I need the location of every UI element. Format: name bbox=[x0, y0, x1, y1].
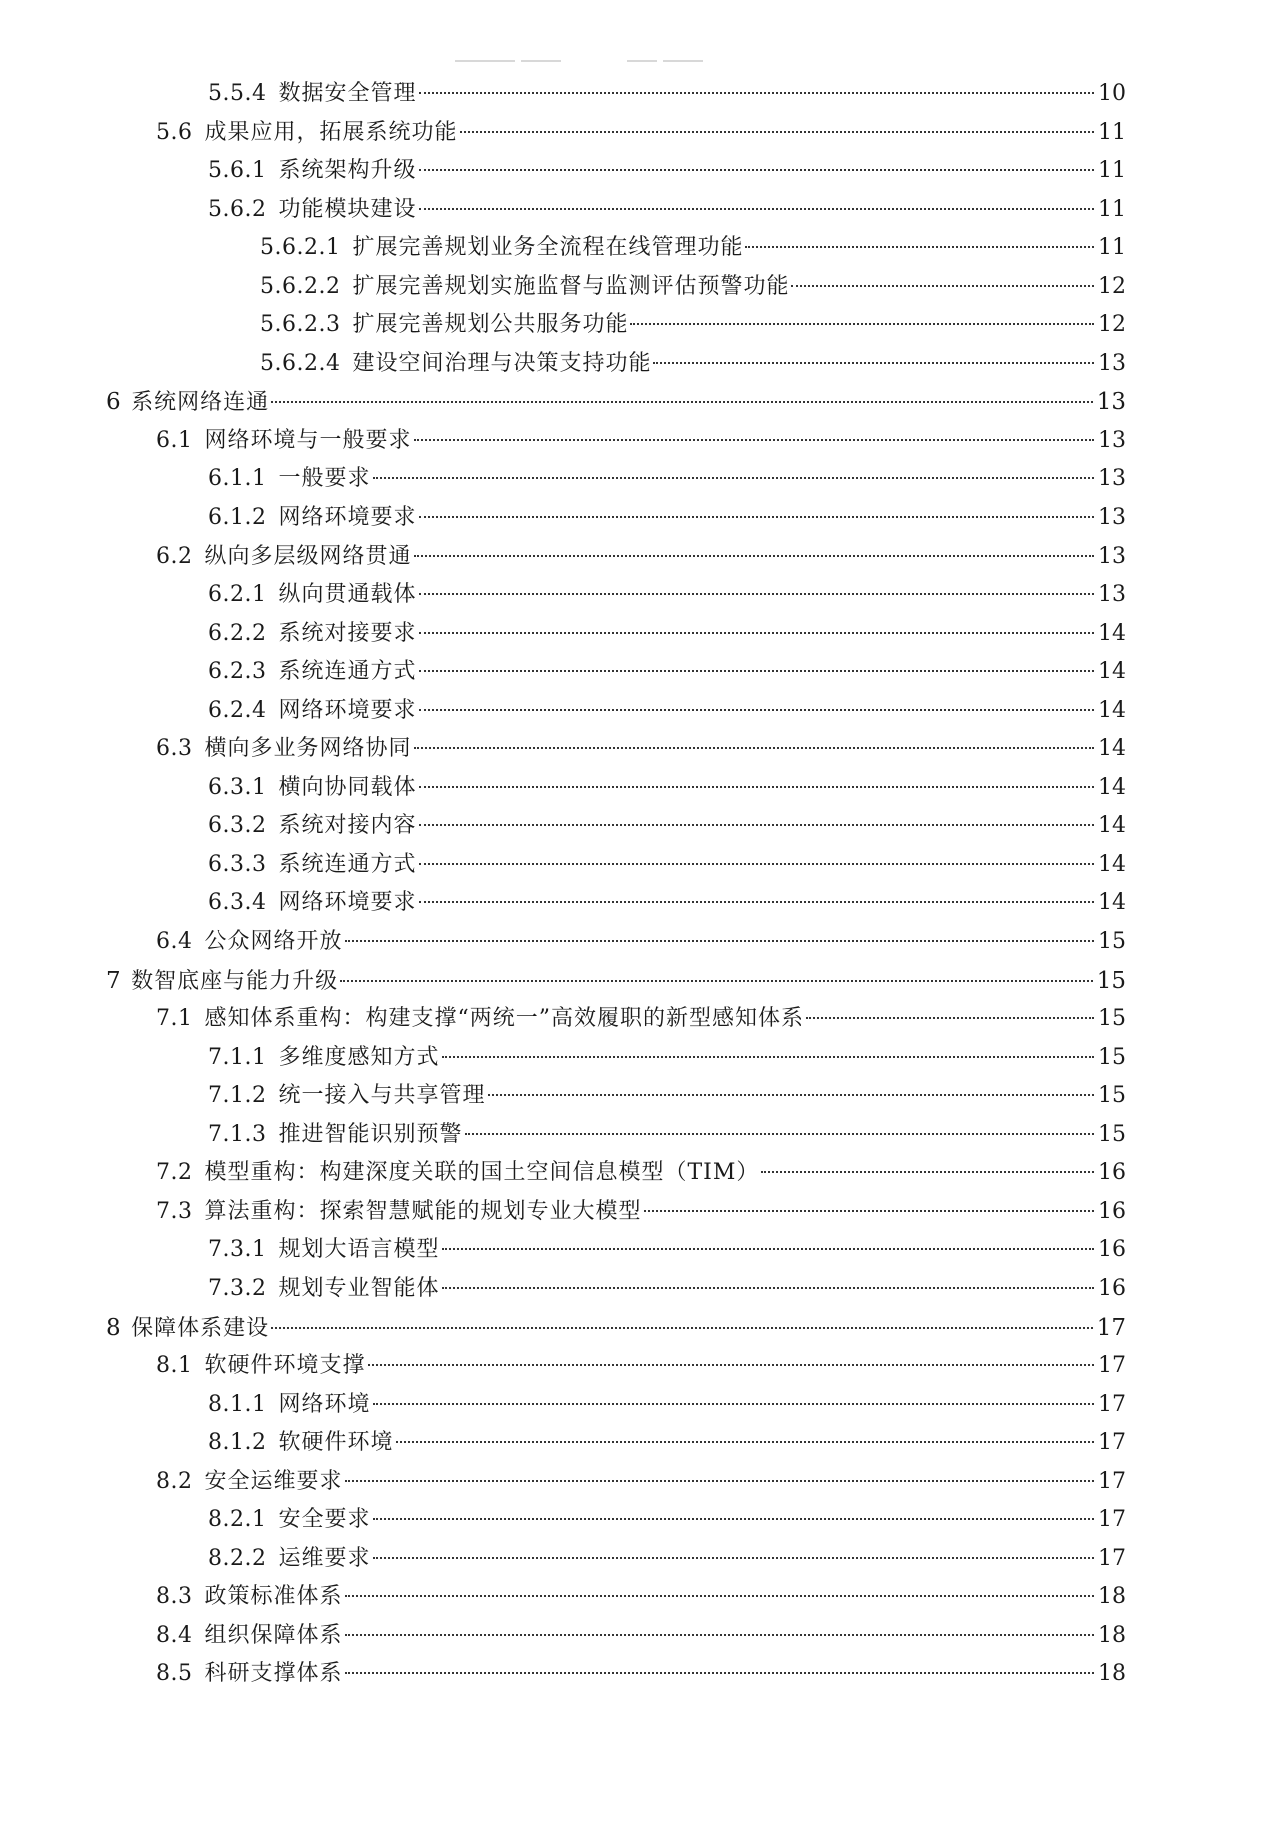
toc-entry[interactable] bbox=[106, 807, 1126, 846]
toc-entry-number: 6.1.2 bbox=[208, 505, 267, 531]
toc-entry-title: 网络环境与一般要求 bbox=[204, 427, 412, 453]
toc-entry[interactable] bbox=[106, 730, 1126, 769]
toc-entry[interactable] bbox=[106, 1655, 1126, 1694]
table-of-contents bbox=[106, 75, 1126, 1694]
toc-entry[interactable] bbox=[106, 538, 1126, 577]
toc-dot-leader bbox=[806, 1017, 1094, 1019]
toc-entry-number: 6.3.1 bbox=[208, 774, 267, 800]
toc-entry-page-number: 15 bbox=[1098, 1044, 1126, 1070]
toc-entry-number: 7.1.2 bbox=[208, 1083, 267, 1109]
toc-entry-page-number: 15 bbox=[1096, 967, 1126, 994]
toc-dot-leader bbox=[419, 901, 1095, 903]
toc-entry[interactable] bbox=[106, 1463, 1126, 1502]
toc-entry-page-number: 18 bbox=[1098, 1622, 1126, 1648]
toc-dot-leader bbox=[419, 169, 1095, 171]
toc-entry[interactable] bbox=[106, 1540, 1126, 1579]
toc-entry-number: 6.3.2 bbox=[208, 813, 267, 839]
toc-entry-number: 6.3.4 bbox=[208, 890, 267, 916]
toc-entry-page-number: 16 bbox=[1098, 1275, 1126, 1301]
toc-entry-title: 系统对接内容 bbox=[278, 813, 417, 839]
toc-entry-title: 一般要求 bbox=[278, 466, 371, 492]
toc-dot-leader bbox=[396, 1441, 1095, 1443]
toc-entry[interactable] bbox=[106, 114, 1126, 153]
toc-dot-leader bbox=[419, 516, 1095, 518]
toc-entry-page-number: 18 bbox=[1098, 1661, 1126, 1687]
toc-entry[interactable] bbox=[106, 1578, 1126, 1617]
toc-entry-title: 扩展完善规划公共服务功能 bbox=[352, 312, 629, 338]
toc-entry-page-number: 14 bbox=[1098, 659, 1126, 685]
toc-entry-page-number: 17 bbox=[1096, 1314, 1126, 1341]
toc-entry-number: 5.6.1 bbox=[208, 158, 267, 184]
toc-entry-page-number: 14 bbox=[1098, 774, 1126, 800]
toc-entry-number: 7.2 bbox=[156, 1160, 193, 1186]
toc-entry[interactable] bbox=[106, 1039, 1126, 1078]
toc-entry[interactable] bbox=[106, 75, 1126, 114]
toc-entry-number: 8.1.2 bbox=[208, 1430, 267, 1456]
toc-entry-number: 8.2 bbox=[156, 1468, 193, 1494]
toc-entry-page-number: 17 bbox=[1098, 1353, 1126, 1379]
toc-entry-number: 5.6.2.1 bbox=[260, 235, 341, 261]
toc-dot-leader bbox=[419, 709, 1095, 711]
toc-entry-title: 软硬件环境支撑 bbox=[204, 1353, 366, 1379]
toc-dot-leader bbox=[488, 1094, 1095, 1096]
toc-entry-page-number: 17 bbox=[1098, 1507, 1126, 1533]
toc-entry[interactable] bbox=[106, 576, 1126, 615]
toc-entry[interactable] bbox=[106, 1116, 1126, 1155]
toc-entry-page-number: 13 bbox=[1098, 427, 1126, 453]
toc-dot-leader bbox=[419, 824, 1095, 826]
toc-entry-page-number: 11 bbox=[1098, 158, 1126, 184]
toc-entry-number: 6.3.3 bbox=[208, 851, 267, 877]
toc-entry-number: 8.5 bbox=[156, 1661, 193, 1687]
toc-entry-title: 安全运维要求 bbox=[204, 1468, 343, 1494]
toc-entry-number: 7 bbox=[106, 967, 122, 994]
toc-dot-leader bbox=[465, 1133, 1095, 1135]
toc-dot-leader bbox=[271, 1327, 1093, 1329]
toc-entry[interactable] bbox=[106, 345, 1126, 384]
toc-entry-title: 感知体系重构：构建支撑“两统一”高效履职的新型感知体系 bbox=[204, 1006, 804, 1032]
toc-entry[interactable] bbox=[106, 1231, 1126, 1270]
toc-dot-leader bbox=[745, 246, 1094, 248]
toc-entry-title: 规划大语言模型 bbox=[278, 1237, 440, 1263]
toc-entry-number: 6.1.1 bbox=[208, 466, 267, 492]
toc-entry[interactable] bbox=[106, 1154, 1126, 1193]
toc-entry-number: 6 bbox=[106, 389, 122, 416]
toc-entry-page-number: 17 bbox=[1098, 1545, 1126, 1571]
toc-entry-page-number: 14 bbox=[1098, 851, 1126, 877]
toc-entry-title: 组织保障体系 bbox=[204, 1622, 343, 1648]
toc-dot-leader bbox=[791, 285, 1094, 287]
toc-entry[interactable] bbox=[106, 769, 1126, 808]
toc-dot-leader bbox=[345, 1634, 1094, 1636]
toc-entry[interactable] bbox=[106, 152, 1126, 191]
toc-entry[interactable] bbox=[106, 1424, 1126, 1463]
toc-entry-title: 纵向多层级网络贯通 bbox=[204, 543, 412, 569]
toc-dot-leader bbox=[419, 208, 1095, 210]
toc-entry-title: 数智底座与能力升级 bbox=[131, 968, 339, 994]
toc-entry-number: 6.2.4 bbox=[208, 697, 267, 723]
toc-dot-leader bbox=[368, 1364, 1094, 1366]
toc-dot-leader bbox=[419, 632, 1095, 634]
toc-dot-leader bbox=[340, 980, 1093, 982]
toc-entry-page-number: 13 bbox=[1098, 350, 1126, 376]
toc-dot-leader bbox=[442, 1287, 1095, 1289]
toc-entry-title: 横向协同载体 bbox=[278, 774, 417, 800]
toc-entry-page-number: 12 bbox=[1098, 273, 1126, 299]
toc-entry-title: 算法重构：探索智慧赋能的规划专业大模型 bbox=[204, 1198, 642, 1224]
toc-entry-number: 6.1 bbox=[156, 427, 193, 453]
toc-entry-title: 推进智能识别预警 bbox=[278, 1121, 463, 1147]
toc-entry-title: 纵向贯通载体 bbox=[278, 582, 417, 608]
toc-entry-page-number: 16 bbox=[1098, 1198, 1126, 1224]
toc-entry-title: 网络环境要求 bbox=[278, 697, 417, 723]
toc-entry-page-number: 14 bbox=[1098, 697, 1126, 723]
toc-entry-number: 6.2.2 bbox=[208, 620, 267, 646]
toc-entry-page-number: 11 bbox=[1098, 196, 1126, 222]
toc-entry-page-number: 13 bbox=[1098, 543, 1126, 569]
toc-entry[interactable] bbox=[106, 1309, 1126, 1348]
toc-entry-page-number: 17 bbox=[1098, 1430, 1126, 1456]
toc-entry[interactable] bbox=[106, 383, 1126, 422]
toc-entry-number: 8.2.1 bbox=[208, 1507, 267, 1533]
toc-entry-page-number: 10 bbox=[1098, 81, 1126, 106]
toc-entry-page-number: 15 bbox=[1098, 1006, 1126, 1032]
toc-entry-number: 6.3 bbox=[156, 736, 193, 762]
toc-entry[interactable] bbox=[106, 191, 1126, 230]
toc-entry[interactable] bbox=[106, 923, 1126, 962]
toc-entry-title: 科研支撑体系 bbox=[204, 1661, 343, 1687]
toc-entry-page-number: 16 bbox=[1098, 1160, 1126, 1186]
toc-entry[interactable] bbox=[106, 422, 1126, 461]
toc-dot-leader bbox=[373, 1403, 1095, 1405]
toc-entry-number: 5.6.2 bbox=[208, 196, 267, 222]
toc-entry[interactable] bbox=[106, 884, 1126, 923]
toc-dot-leader bbox=[653, 362, 1094, 364]
toc-entry-number: 5.5.4 bbox=[208, 81, 267, 106]
toc-entry-number: 7.1 bbox=[156, 1006, 193, 1032]
toc-entry-page-number: 14 bbox=[1098, 736, 1126, 762]
toc-entry-title: 扩展完善规划实施监督与监测评估预警功能 bbox=[352, 273, 790, 299]
toc-entry-page-number: 13 bbox=[1096, 389, 1126, 416]
toc-entry-page-number: 14 bbox=[1098, 620, 1126, 646]
toc-dot-leader bbox=[373, 1518, 1095, 1520]
toc-entry-number: 7.3.2 bbox=[208, 1275, 267, 1301]
toc-entry-page-number: 15 bbox=[1098, 929, 1126, 955]
toc-dot-leader bbox=[373, 1557, 1095, 1559]
toc-entry-title: 网络环境要求 bbox=[278, 890, 417, 916]
toc-entry-page-number: 15 bbox=[1098, 1121, 1126, 1147]
toc-entry-page-number: 16 bbox=[1098, 1237, 1126, 1263]
toc-dot-leader bbox=[419, 786, 1095, 788]
toc-entry[interactable] bbox=[106, 268, 1126, 307]
toc-entry[interactable] bbox=[106, 962, 1126, 1001]
toc-entry-title: 系统连通方式 bbox=[278, 851, 417, 877]
toc-dot-leader bbox=[414, 439, 1094, 441]
toc-entry-title: 横向多业务网络协同 bbox=[204, 736, 412, 762]
toc-entry-page-number: 12 bbox=[1098, 312, 1126, 338]
toc-entry-number: 6.2.3 bbox=[208, 659, 267, 685]
toc-entry-number: 5.6.2.2 bbox=[260, 273, 341, 299]
toc-entry-title: 政策标准体系 bbox=[204, 1584, 343, 1610]
toc-dot-leader bbox=[761, 1171, 1094, 1173]
toc-entry-title: 系统对接要求 bbox=[278, 620, 417, 646]
toc-dot-leader bbox=[345, 940, 1094, 942]
toc-entry[interactable] bbox=[106, 692, 1126, 731]
toc-entry-number: 7.1.1 bbox=[208, 1044, 267, 1070]
toc-entry-number: 5.6.2.4 bbox=[260, 350, 341, 376]
toc-entry[interactable] bbox=[106, 1077, 1126, 1116]
toc-entry-page-number: 11 bbox=[1098, 119, 1126, 145]
toc-entry[interactable] bbox=[106, 229, 1126, 268]
toc-entry-title: 模型重构：构建深度关联的国土空间信息模型（TIM） bbox=[204, 1160, 760, 1186]
toc-entry-page-number: 14 bbox=[1098, 813, 1126, 839]
toc-entry-title: 成果应用，拓展系统功能 bbox=[204, 119, 458, 145]
toc-dot-leader bbox=[419, 593, 1095, 595]
toc-entry-title: 扩展完善规划业务全流程在线管理功能 bbox=[352, 235, 744, 261]
toc-entry[interactable] bbox=[106, 1501, 1126, 1540]
toc-entry-page-number: 13 bbox=[1098, 505, 1126, 531]
toc-dot-leader bbox=[630, 323, 1094, 325]
toc-entry-title: 公众网络开放 bbox=[204, 929, 343, 955]
toc-entry-number: 8.3 bbox=[156, 1584, 193, 1610]
toc-entry[interactable] bbox=[106, 1617, 1126, 1656]
toc-entry-title: 系统架构升级 bbox=[278, 158, 417, 184]
toc-entry-number: 7.3.1 bbox=[208, 1237, 267, 1263]
toc-entry-title: 建设空间治理与决策支持功能 bbox=[352, 350, 652, 376]
toc-entry-number: 6.4 bbox=[156, 929, 193, 955]
toc-dot-leader bbox=[644, 1210, 1094, 1212]
toc-dot-leader bbox=[271, 401, 1093, 403]
toc-entry[interactable] bbox=[106, 846, 1126, 885]
toc-entry-page-number: 18 bbox=[1098, 1584, 1126, 1610]
toc-dot-leader bbox=[419, 670, 1095, 672]
toc-entry[interactable] bbox=[106, 653, 1126, 692]
toc-entry-title: 网络环境 bbox=[278, 1391, 371, 1417]
toc-entry-title: 系统网络连通 bbox=[131, 390, 270, 416]
toc-entry[interactable] bbox=[106, 1193, 1126, 1232]
toc-dot-leader bbox=[414, 747, 1094, 749]
toc-entry-title: 安全要求 bbox=[278, 1507, 371, 1533]
toc-dot-leader bbox=[419, 92, 1095, 94]
toc-entry[interactable] bbox=[106, 1000, 1126, 1039]
toc-dot-leader bbox=[345, 1480, 1094, 1482]
toc-dot-leader bbox=[345, 1672, 1094, 1674]
toc-entry-number: 5.6 bbox=[156, 119, 193, 145]
toc-entry[interactable] bbox=[106, 1347, 1126, 1386]
header-watermark bbox=[455, 50, 755, 58]
toc-entry-title: 保障体系建设 bbox=[131, 1315, 270, 1341]
toc-entry-title: 网络环境要求 bbox=[278, 505, 417, 531]
toc-entry-title: 规划专业智能体 bbox=[278, 1275, 440, 1301]
toc-entry-number: 8 bbox=[106, 1314, 122, 1341]
toc-entry-number: 7.3 bbox=[156, 1198, 193, 1224]
toc-entry-number: 5.6.2.3 bbox=[260, 312, 341, 338]
toc-entry-number: 8.1.1 bbox=[208, 1391, 267, 1417]
toc-entry-number: 6.2.1 bbox=[208, 582, 267, 608]
toc-entry-title: 数据安全管理 bbox=[278, 81, 417, 106]
toc-dot-leader bbox=[419, 863, 1095, 865]
toc-entry-page-number: 15 bbox=[1098, 1083, 1126, 1109]
toc-entry-number: 8.4 bbox=[156, 1622, 193, 1648]
toc-entry-title: 功能模块建设 bbox=[278, 196, 417, 222]
toc-dot-leader bbox=[442, 1056, 1095, 1058]
toc-entry[interactable] bbox=[106, 615, 1126, 654]
toc-entry-page-number: 17 bbox=[1098, 1468, 1126, 1494]
toc-entry[interactable] bbox=[106, 460, 1126, 499]
toc-entry[interactable] bbox=[106, 1386, 1126, 1425]
toc-entry-page-number: 11 bbox=[1098, 235, 1126, 261]
toc-entry-title: 软硬件环境 bbox=[278, 1430, 394, 1456]
toc-entry-title: 系统连通方式 bbox=[278, 659, 417, 685]
toc-entry-title: 多维度感知方式 bbox=[278, 1044, 440, 1070]
toc-entry[interactable] bbox=[106, 1270, 1126, 1309]
toc-entry[interactable] bbox=[106, 306, 1126, 345]
toc-entry-page-number: 13 bbox=[1098, 466, 1126, 492]
toc-entry-number: 8.2.2 bbox=[208, 1545, 267, 1571]
toc-entry-page-number: 13 bbox=[1098, 582, 1126, 608]
toc-entry-page-number: 17 bbox=[1098, 1391, 1126, 1417]
toc-dot-leader bbox=[373, 477, 1095, 479]
toc-entry-title: 统一接入与共享管理 bbox=[278, 1083, 486, 1109]
toc-dot-leader bbox=[460, 131, 1094, 133]
toc-entry-number: 6.2 bbox=[156, 543, 193, 569]
toc-entry-page-number: 14 bbox=[1098, 890, 1126, 916]
toc-dot-leader bbox=[442, 1248, 1095, 1250]
toc-entry[interactable] bbox=[106, 499, 1126, 538]
toc-entry-title: 运维要求 bbox=[278, 1545, 371, 1571]
toc-dot-leader bbox=[414, 555, 1094, 557]
toc-entry-number: 8.1 bbox=[156, 1353, 193, 1379]
toc-entry-number: 7.1.3 bbox=[208, 1121, 267, 1147]
toc-dot-leader bbox=[345, 1595, 1094, 1597]
